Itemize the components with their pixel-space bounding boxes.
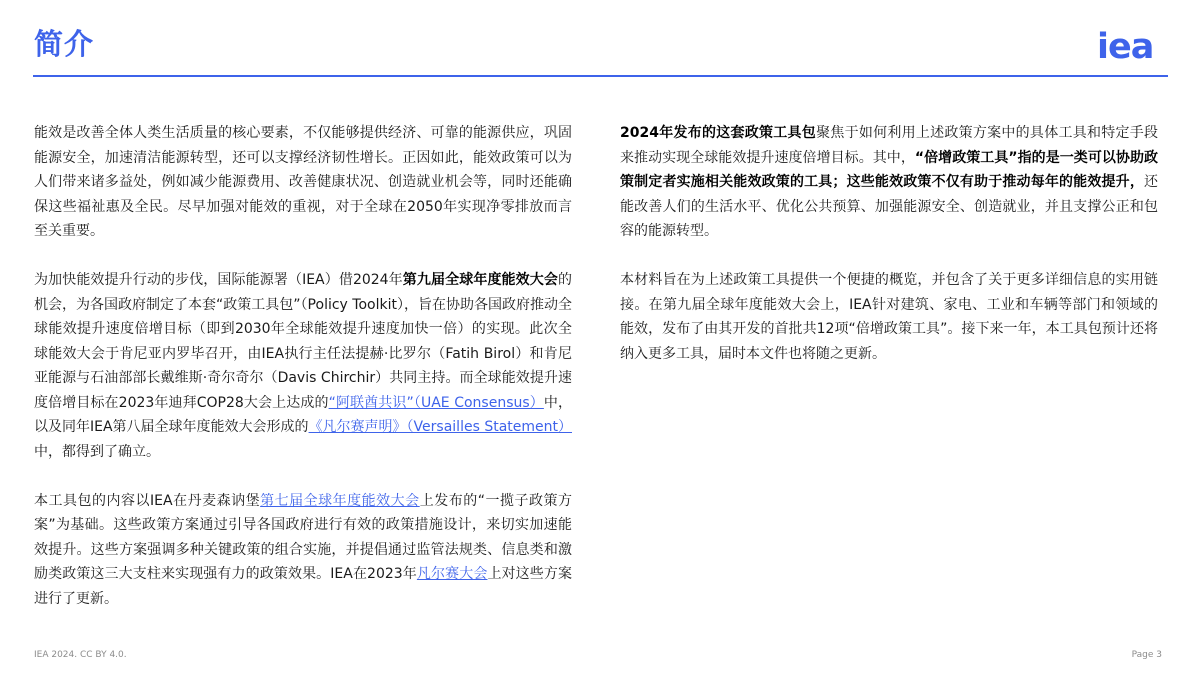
uae-consensus-link[interactable]: “阿联酋共识”（UAE Consensus）	[328, 394, 544, 411]
right-column	[620, 121, 1158, 391]
doubling-tools-bold: “倍增政策工具”指的是一类可以协助政策制定者实施相关能效政策的工具；这些能效政策不仅有助于推动每年的能效提升，	[620, 149, 1159, 190]
header-divider	[33, 75, 1168, 77]
paragraph-toolkit-text-c: 中，以及同年IEA第八届全球年度能效大会形成的	[34, 394, 573, 435]
seventh-conference-link[interactable]: 第七届全球年度能效大会	[260, 492, 420, 509]
paragraph-intro-text: 能效是改善全体人类生活质量的核心要素，不仅能够提供经济、可靠的能源供应，巩固能源安全，加速清洁能源转型，还可以支撑经济韧性增长。正因如此，能效政策可以为人们带来诸多益处，例如减少能源费用、改善健康状况、创造就业机会等，同时还能确保这些福祉惠及全民。尽早加强对能效的重视，对于全球在2050年实现净零排放而言至关重要。	[34, 125, 572, 239]
versailles-statement-link[interactable]: 《凡尔赛声明》（Versailles Statement）	[308, 419, 572, 435]
versailles-conference-link[interactable]: 凡尔赛大会	[416, 566, 488, 582]
conference-name-bold: 第九届全球年度能效大会	[402, 272, 558, 288]
paragraph-toolkit-text-d: 中，都得到了确立。	[34, 443, 160, 460]
paragraph-focus-text-a: 聚焦于如何利用上述政策方案中的具体工具和特定手段来推动实现全球能效提升速度倍增目标。其中，	[620, 125, 1158, 166]
paragraph-toolkit-text-b: 的机会，为各国政府制定了本套“政策工具包”（Policy Toolkit），旨在协助各国政府推动全球能效提升速度倍增目标（即到2030年全球能效提升速度加快一倍）的实现。此次全球能效大会于肯尼亚内罗毕召开，由IEA执行主任法提赫·比罗尔（Fatih Birol）和肯尼亚能源与石油部部长戴维斯·奇尔奇尔（Davis Chirchir）共同主持。而全球能效提升速度倍增目标在2023年迪拜COP28大会上达成的	[34, 272, 572, 411]
footer-license: IEA 2024. CC BY 4.0.	[34, 650, 127, 660]
paragraph-packages-text-b: 上发布的“一揽子政策方案”为基础。这些政策方案通过引导各国政府进行有效的政策措施设计，来切实加速能效提升。这些方案强调多种关键政策的组合实施，并提倡通过监管法规类、信息类和激励类政策这三大支柱来实现强有力的政策效果。IEA在2023年	[34, 492, 572, 582]
paragraph-packages-text-a: 本工具包的内容以IEA在丹麦森讷堡	[34, 492, 261, 509]
footer-page-number: Page 3	[1131, 650, 1162, 660]
paragraph-packages-text-c: 上对这些方案进行了更新。	[34, 566, 572, 607]
paragraph-toolkit	[34, 268, 572, 464]
paragraph-toolkit-text-a: 为加快能效提升行动的步伐，国际能源署（IEA）借2024年	[34, 272, 403, 288]
paragraph-packages	[34, 489, 572, 612]
paragraph-overview	[620, 268, 1158, 366]
page-title: 简介	[34, 27, 95, 61]
iea-logo: iea	[1097, 27, 1154, 67]
paragraph-intro	[34, 121, 572, 244]
paragraph-focus-text-b: 还能改善人们的生活水平、优化公共预算、加强能源安全、创造就业，并且支撑公正和包容的能源转型。	[620, 174, 1158, 239]
paragraph-overview-text: 本材料旨在为上述政策工具提供一个便捷的概览，并包含了关于更多详细信息的实用链接。在第九届全球年度能效大会上，IEA针对建筑、家电、工业和车辆等部门和领域的能效，发布了由其开发的首批共12项“倍增政策工具”。接下来一年，本工具包预计还将纳入更多工具，届时本文件也将随之更新。	[620, 272, 1158, 362]
left-column	[34, 121, 572, 636]
paragraph-focus	[620, 121, 1158, 244]
toolkit-2024-bold: 2024年发布的这套政策工具包	[620, 125, 817, 141]
